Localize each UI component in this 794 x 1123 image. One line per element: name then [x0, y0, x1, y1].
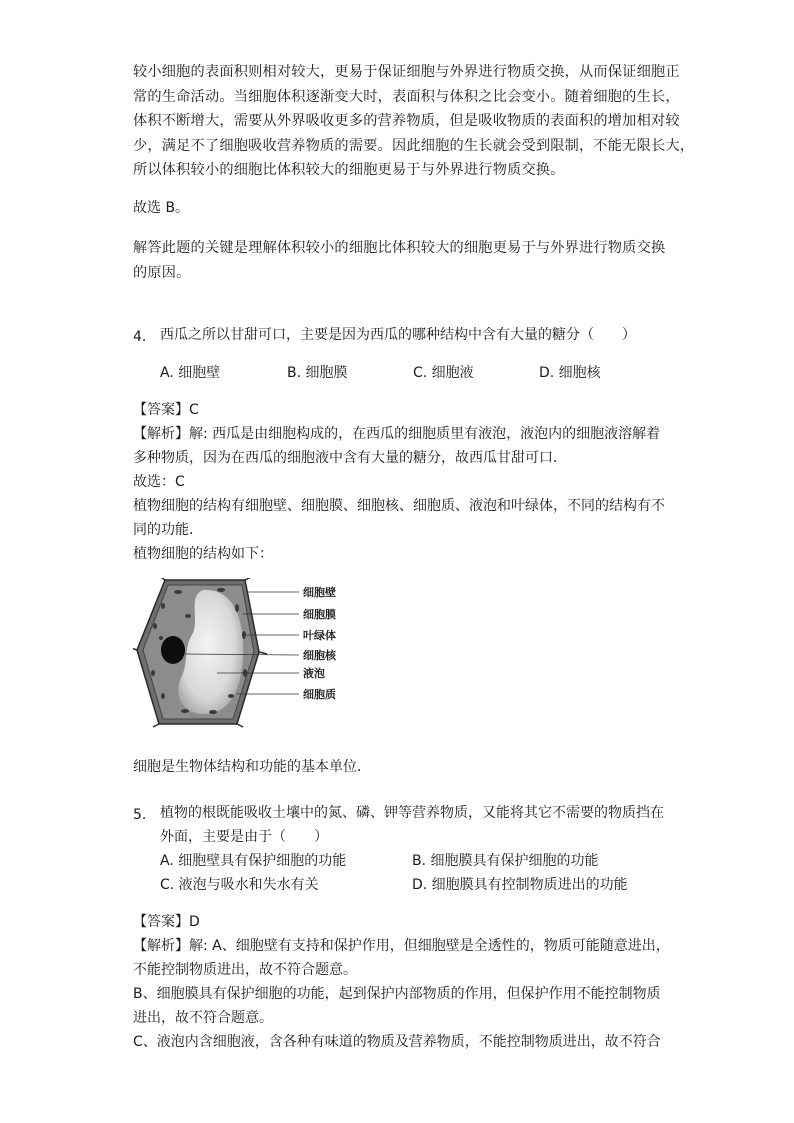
plant-cell-diagram: [133, 578, 363, 728]
text-line: 【解析】解: 西瓜是由细胞构成的，在西瓜的细胞质里有液泡，液泡内的细胞液溶解着: [133, 426, 661, 442]
answer-line: 【答案】C: [133, 402, 199, 418]
label-chloroplast: 叶绿体: [303, 629, 336, 642]
label-cytoplasm: 细胞质: [303, 688, 336, 701]
option-c: C. 细胞液: [413, 365, 474, 381]
text-line: 体积不断增大，需要从外界吸收更多的营养物质，但是吸收物质的表面积的增加相对较: [133, 113, 680, 129]
key-point-paragraph: [133, 236, 673, 285]
option-a: A. 细胞壁: [160, 365, 221, 381]
analysis-paragraph: [133, 422, 673, 566]
text-line: C、液泡内含细胞液，含各种有味道的物质及营养物质，不能控制物质进出，故不符合: [133, 1034, 661, 1050]
option-d: D. 细胞膜具有控制物质进出的功能: [412, 877, 628, 893]
label-vacuole: 液泡: [303, 667, 325, 680]
option-a: A. 细胞壁具有保护细胞的功能: [160, 853, 347, 869]
text-line: 少，满足不了细胞吸收营养物质的需要。因此细胞的生长就会受到限制，不能无限长大，: [133, 137, 695, 154]
text-line: B、细胞膜具有保护细胞的功能，起到保护内部物质的作用，但保护作用不能控制物质: [133, 986, 661, 1002]
option-b: B. 细胞膜: [287, 365, 348, 381]
question-number: 5.: [133, 807, 147, 823]
text-line: 较小细胞的表面积则相对较大，更易于保证细胞与外界进行物质交换，从而保证细胞正: [133, 64, 680, 80]
label-nucleus: 细胞核: [303, 649, 336, 662]
question-stem-line: 植物的根既能吸收土壤中的氮、磷、钾等营养物质，又能将其它不需要的物质挡在: [160, 805, 664, 821]
analysis-paragraph: [133, 934, 673, 1054]
intro-paragraph: [133, 60, 695, 183]
text-line: 【解析】解: A、细胞壁有支持和保护作用，但细胞壁是全透性的，物质可能随意进出，: [133, 938, 670, 954]
text-line: 同的功能．: [133, 522, 203, 538]
option-c: C. 液泡与吸水和失水有关: [160, 877, 319, 893]
text-line: 多种物质，因为在西瓜的细胞液中含有大量的糖分，故西瓜甘甜可口．: [133, 450, 567, 466]
plant-cell-figure: [133, 578, 363, 728]
conclusion-line: 细胞是生物体结构和功能的基本单位．: [133, 759, 371, 775]
text-line: 解答此题的关键是理解体积较小的细胞比体积较大的细胞更易于与外界进行物质交换: [133, 240, 666, 256]
question-stem: 西瓜之所以甘甜可口，主要是因为西瓜的哪种结构中含有大量的糖分（ ）: [160, 327, 636, 343]
option-b: B. 细胞膜具有保护细胞的功能: [412, 853, 599, 869]
text-line: 所以体积较小的细胞比体积较大的细胞更易于与外界进行物质交换。: [133, 162, 565, 178]
nucleus: [161, 636, 185, 664]
question-number: 4.: [133, 329, 147, 345]
text-line: 植物细胞的结构有细胞壁、细胞膜、细胞核、细胞质、液泡和叶绿体，不同的结构有不: [133, 498, 665, 514]
answer-line: 【答案】D: [133, 914, 200, 930]
text-line: 植物细胞的结构如下：: [133, 546, 273, 562]
text-line: 常的生命活动。当细胞体积逐渐变大时，表面积与体积之比会变小。随着细胞的生长，: [133, 88, 680, 105]
label-cell-membrane: 细胞膜: [303, 608, 336, 621]
option-d: D. 细胞核: [539, 365, 601, 381]
text-line: 的原因。: [133, 264, 191, 281]
text-line: 进出，故不符合题意。: [133, 1010, 273, 1026]
label-cell-wall: 细胞壁: [303, 586, 336, 599]
question-stem-line: 外面，主要是由于（ ）: [160, 829, 328, 845]
choose-line: 故选 B。: [133, 200, 190, 216]
text-line: 不能控制物质进出，故不符合题意。: [133, 962, 357, 978]
text-line: 故选：C: [133, 474, 185, 490]
